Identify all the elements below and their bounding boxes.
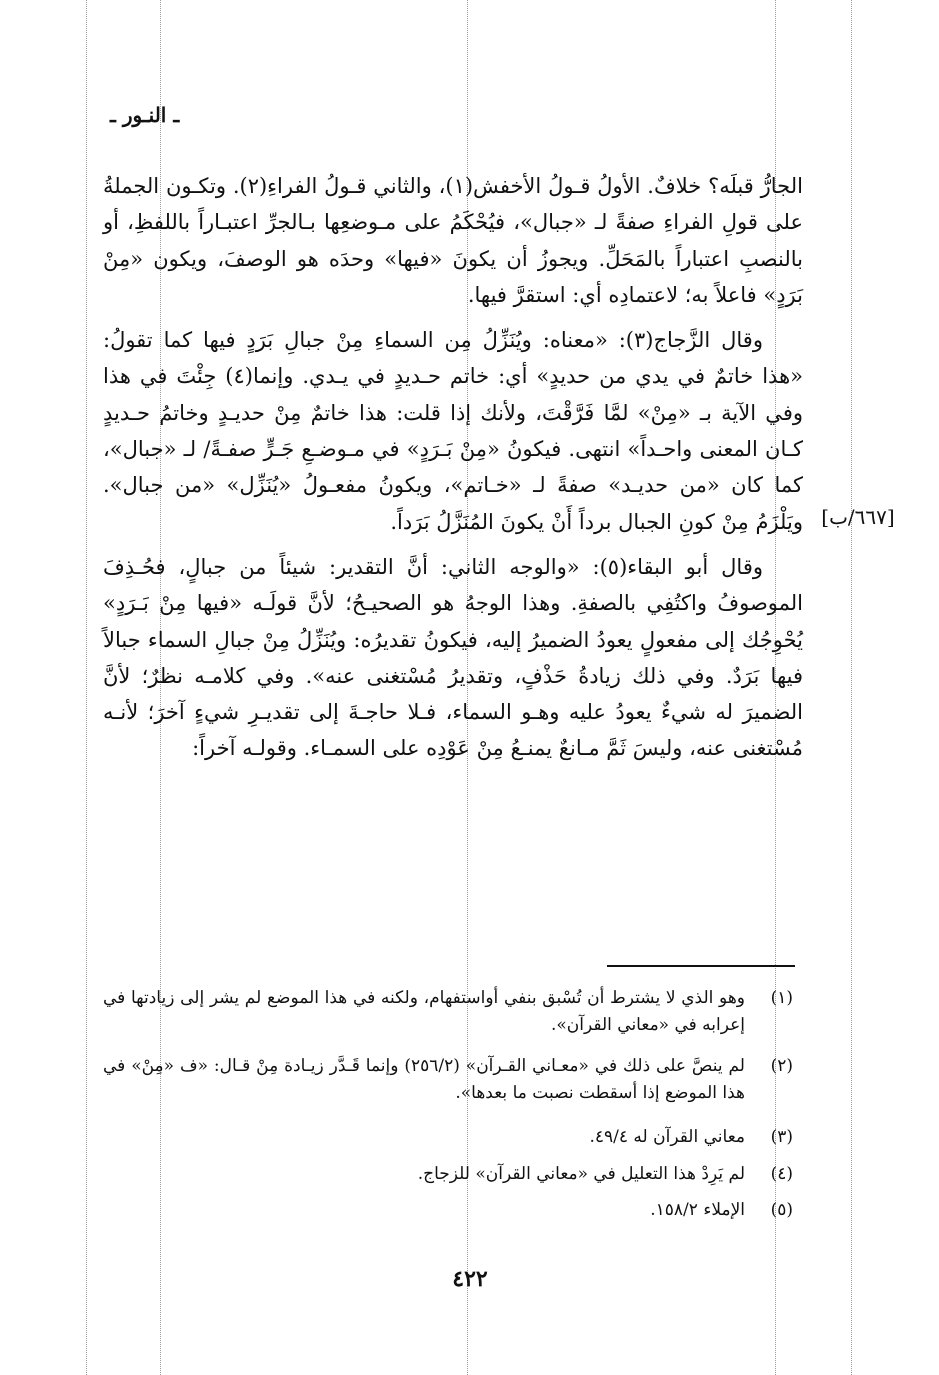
footnote-text: لم يَرِدْ هذا التعليل في «معاني القرآن» للزجاج. [417,1164,745,1184]
footnote-text: الإملاء ١٥٨/٢. [650,1200,745,1220]
paragraph: وقال الزَّجاج(٣): «معناه: ويُنَزِّلُ مِن السماءِ مِنْ جبالِ بَرَدٍ فيها كما تقولُ: «هذا خاتمٌ في يدي من حديدٍ» أي: خاتم حـديدٍ في يـدي. وإنما(٤) جِئْتَ في هذا وفي الآية بـ «مِنْ» لمَّا فَرَّقْتَ، ولأنك إذا قلت: هذا خاتمٌ مِنْ حديـدٍ وخاتمُ حـديدٍ كـان المعنى واحـداً» انتهى. فيكونُ «مِنْ بَـرَدٍ» في مـوضـعِ جَـرٍّ صفـةً/ لـ «جبال»، كما كان «من حديـد» صفةً لـ «خـاتم»، ويكونُ مفعـولُ «يُنَزِّل» «من جبال». ويَلْزَمُ مِنْ كونِ الجبال برداً أَنْ يكونَ المُنَزَّلُ بَرَداً. [103,328,803,534]
footnote-number: (٤) [770,1164,793,1184]
footnote [103,1053,793,1107]
footnote [103,1161,793,1188]
dotted-guide-line [851,0,852,1375]
paragraph: الجارُّ قبلَه؟ خلافٌ. الأولُ قـولُ الأخفش(١)، والثاني قـولُ الفراءِ(٢). وتكـون الجملةُ على قولِ الفراءِ صفةً لـ «جبال»، فيُحْكَمُ على مـوضعِها بـالجرِّ اعتبـاراً باللفظِ، أو بالنصبِ اعتباراً بالمَحَلِّ. ويجوزُ أن يكونَ «فيها» وحدَه هو الوصفَ، ويكون «مِنْ بَرَدٍ» فاعلاً به؛ لاعتمادِه أي: استقرَّ فيها. [103,174,803,307]
dotted-guide-line [86,0,87,1375]
footnote-number: (٣) [770,1127,793,1147]
page-number: ٤٢٢ [452,1266,488,1292]
main-text [103,168,803,776]
footnote [103,985,793,1039]
footnote [103,1124,793,1151]
footnote-number: (٥) [770,1200,793,1220]
paragraph: وقال أبو البقاء(٥): «والوجه الثاني: أنَّ التقدير: شيئاً من جبالٍ، فحُـذِفَ الموصوفُ واكتُفِي بالصفةِ. وهذا الوجهُ هو الصحيـحُ؛ لأنَّ قولَـه «فيها مِنْ بَـرَدٍ» يُحْوِجُك إلى مفعولٍ يعودُ الضميرُ إليه، فيكونُ تقديرُه: ويُنَزِّلُ مِنْ جبالِ السماء جبالاً فيها بَرَدٌ. وفي ذلك زيادةُ حَذْفٍ، وتقديرُ مُسْتغنى عنه». وفي كلامـه نظرٌ؛ لأنَّ الضميرَ له شيءٌ يعودُ عليه وهـو السماء، فـلا حاجـةَ إلى تقديـرِ شيءٍ آخرَ؛ لأنـه مُسْتغنى عنه، وليسَ ثَمَّ مـانعٌ يمنـعُ مِنْ عَوْدِه على السمـاء. وقولـه آخراً: [103,554,803,761]
footnote [103,1197,793,1224]
footnote-number: (١) [770,988,793,1008]
footnote-number: (٢) [770,1056,793,1076]
manuscript-folio-note: [٦٦٧/ب] [821,505,895,529]
footnote-text: لم ينصَّ على ذلك في «معـاني القـرآن» (٢٥٦/٢) وإنما قَـدَّر زيـادة مِنْ قـال: «ف «مِنْ» في هذا الموضع إذا أسقطت نصبت ما بعدها». [103,1056,745,1103]
footnote-text: وهو الذي لا يشترط أن تُسْبق بنفي أواستفهام، ولكنه في هذا الموضع لم يشر إلى زيادتها في إعرابه في «معاني القرآن». [103,988,745,1035]
footnote-text: معاني القرآن له ٤٩/٤. [589,1127,745,1147]
footnote-separator [607,965,795,967]
running-header: ـ النـور ـ [110,103,180,127]
